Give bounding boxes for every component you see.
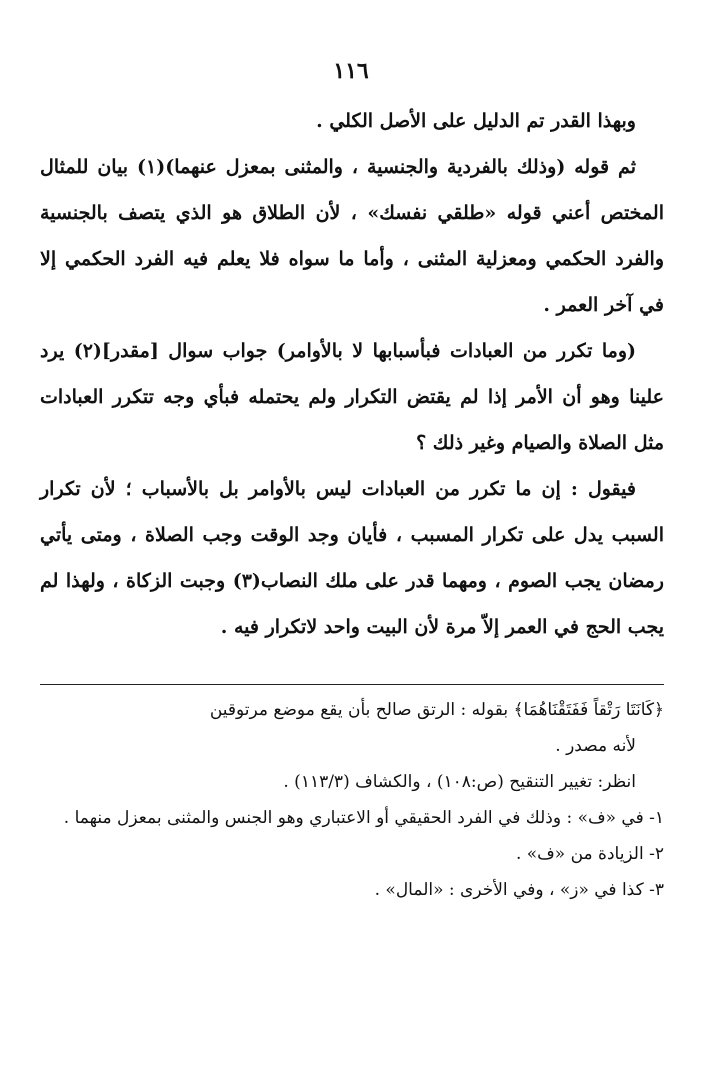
footnote-2: ٢- الزيادة من «ف» .: [515, 844, 664, 864]
footnote-continuation-line-2: لأنه مصدر .: [555, 736, 636, 756]
footnote-3: ٣- كذا في «ز» ، وفي الأخرى : «المال» .: [374, 880, 664, 900]
footnote-continuation-line-1: ﴿كَانَتَا رَتْقاً فَفَتَقْنَاهُمَا﴾ بقوله : الرتق صالح بأن يقع موضع مرتوقين: [209, 700, 664, 720]
footnotes-section: [40, 692, 664, 908]
footnote-1: ١- في «ف» : وذلك في الفرد الحقيقي أو الاعتباري وهو الجنس والمثنى بمعزل منهما .: [63, 808, 664, 828]
footnote-separator: [40, 684, 664, 685]
paragraph-2: ثم قوله (وذلك بالفردية والجنسية ، والمثنى بمعزل عنهما)(١) بيان للمثال المختص أعني قوله «طلقي نفسك» ، لأن الطلاق هو الذي يتصف بالجنسية والفرد الحكمي ومعزلية المثنى ، وأما ما سواه فلا يعلم فيه الفرد الحكمي إلا في آخر العمر .: [40, 156, 664, 316]
paragraph-1: وبهذا القدر تم الدليل على الأصل الكلي .: [316, 110, 636, 132]
paragraph-3: (وما تكرر من العبادات فبأسبابها لا بالأوامر) جواب سوال [مقدر](٢) يرد علينا وهو أن الأمر إذا لم يقتض التكرار ولم يحتمله فبأي وجه تتكرر العبادات مثل الصلاة والصيام وغير ذلك ؟: [40, 340, 664, 454]
page-number: ١١٦: [333, 58, 369, 84]
footnote-reference: انظر: تغيير التنقيح (ص:١٠٨) ، والكشاف (١١٣/٣) .: [283, 772, 636, 792]
paragraph-4: فيقول : إن ما تكرر من العبادات ليس بالأوامر بل بالأسباب ؛ لأن تكرار السبب يدل على تكرار المسبب ، فأيان وجد الوقت وجب الصلاة ، ومتى يأتي رمضان يجب الصوم ، ومهما قدر على ملك النصاب(٣) وجبت الزكاة ، ولهذا لم يجب الحج في العمر إلاّ مرة لأن البيت واحد لاتكرار فيه .: [40, 478, 664, 638]
main-text-body: [40, 98, 664, 650]
